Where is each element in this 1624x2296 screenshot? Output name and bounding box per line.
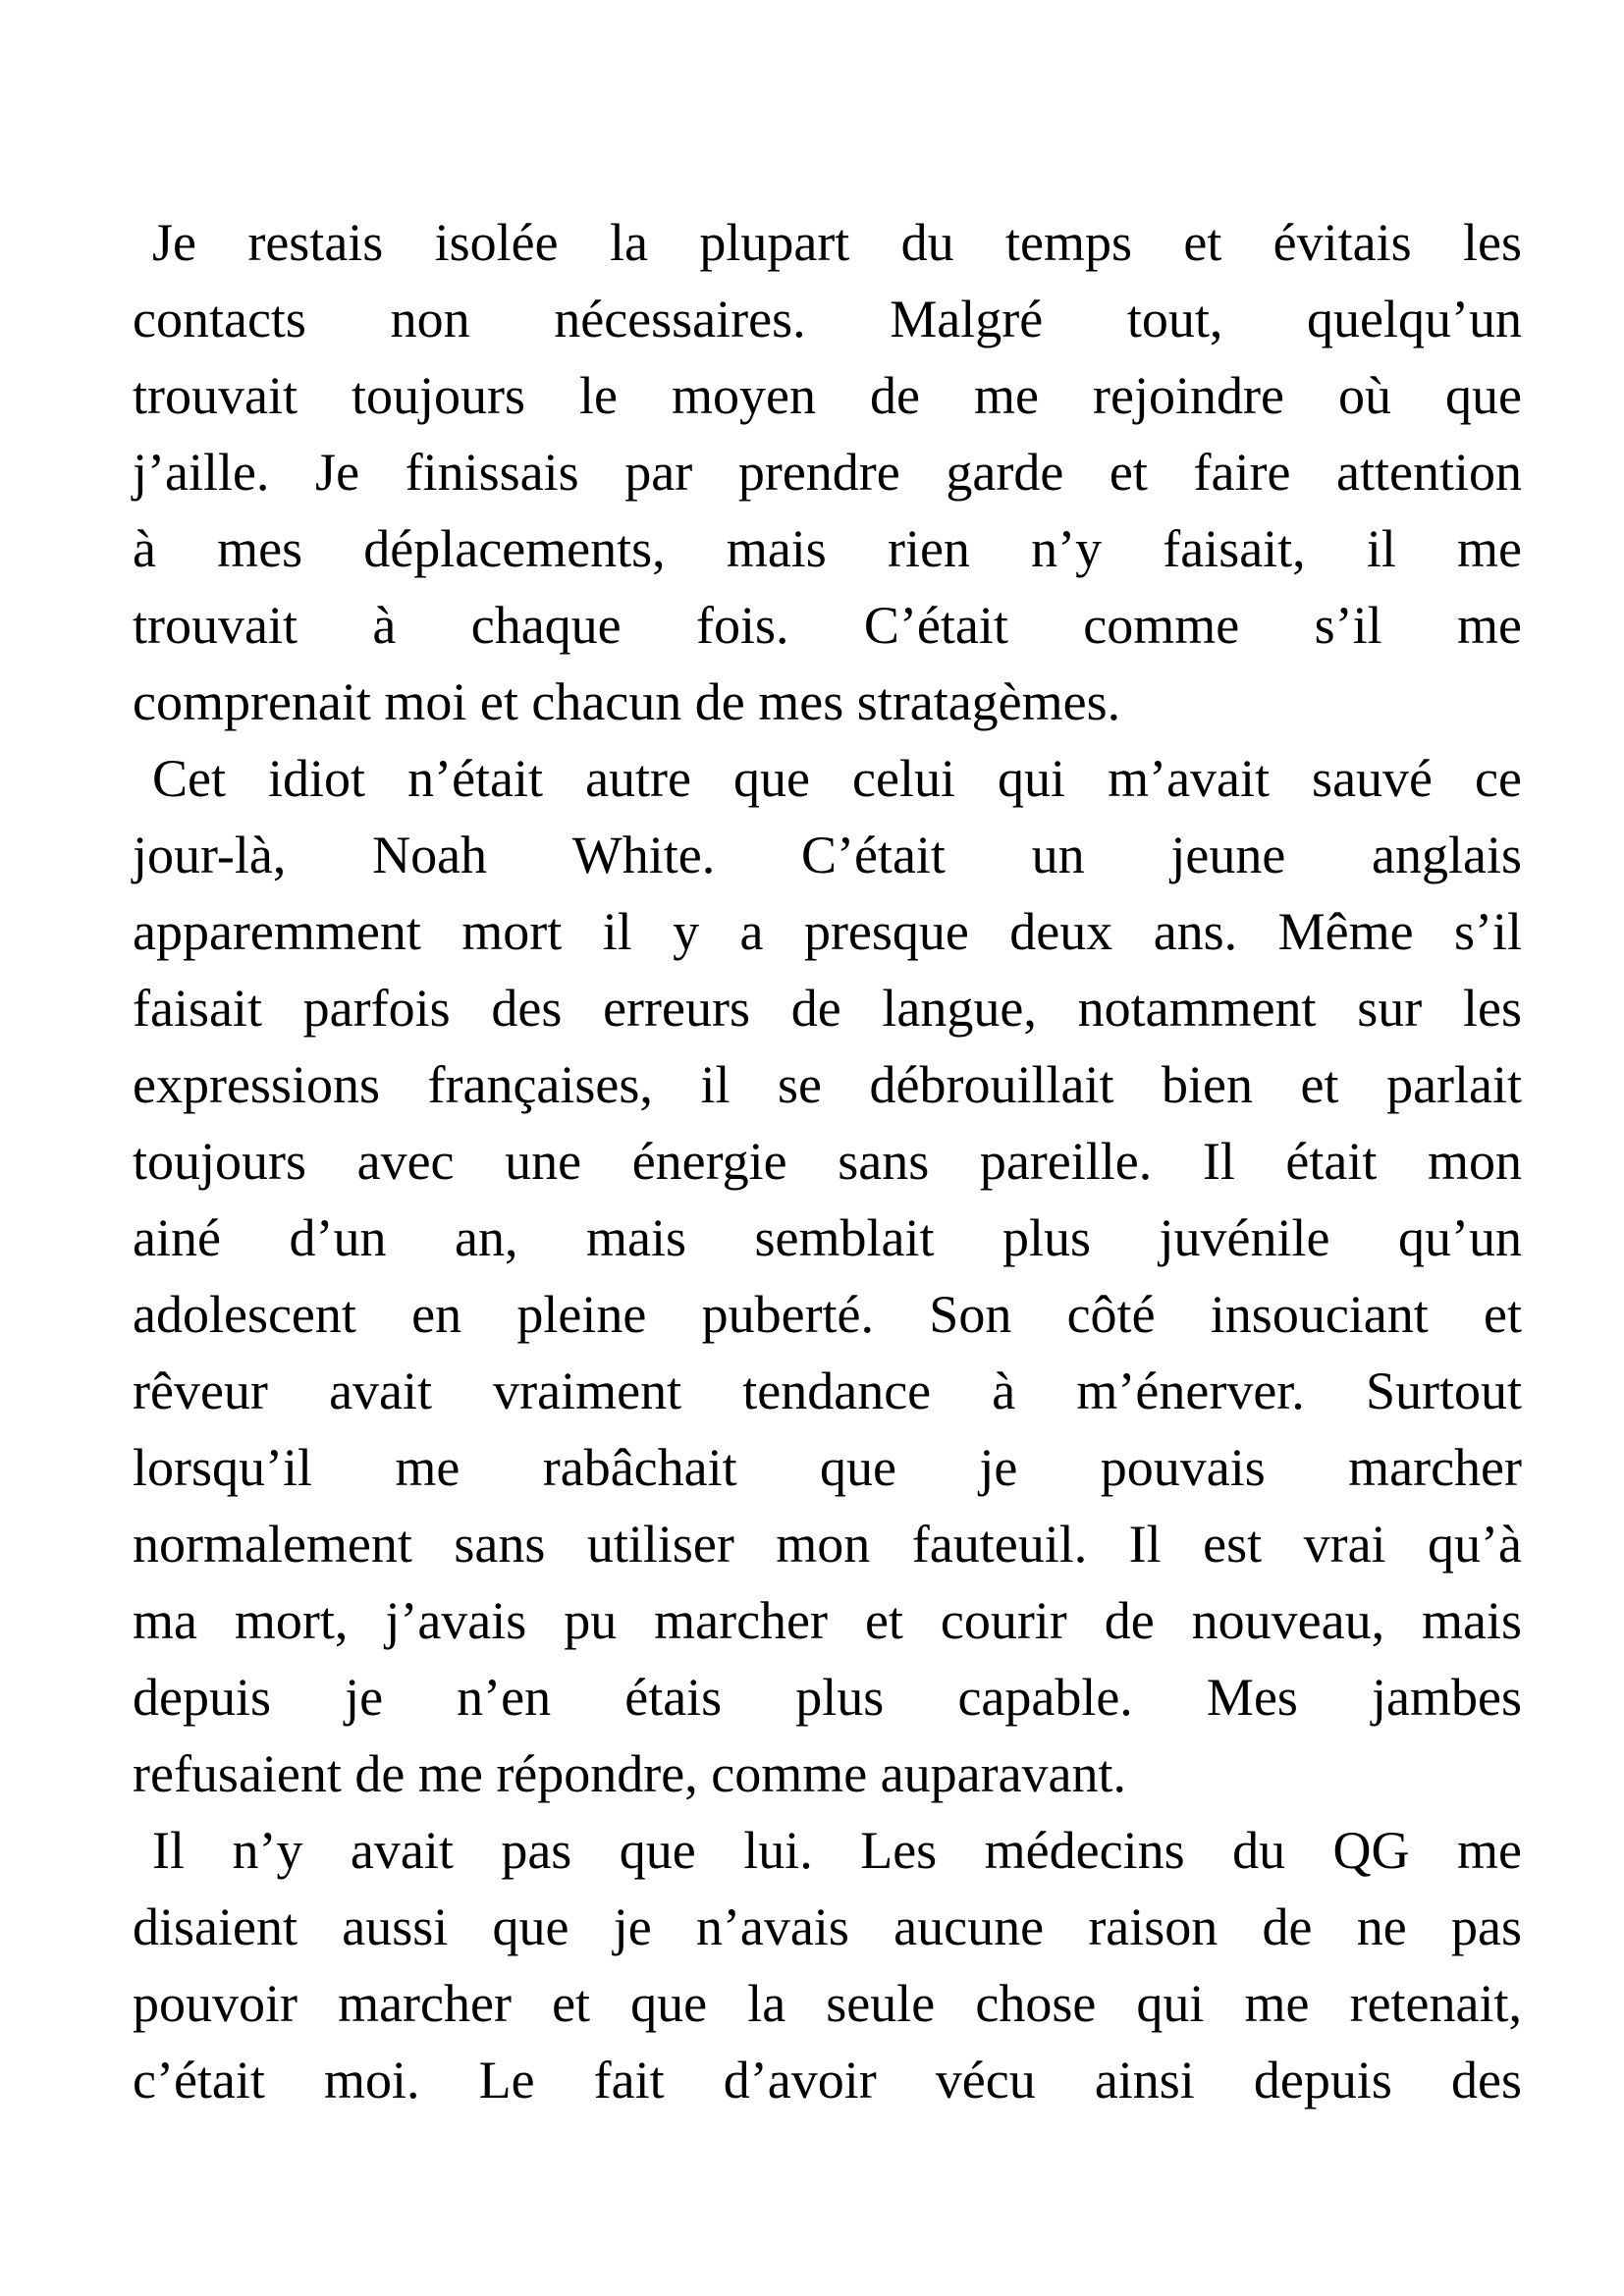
text-line: ainé d’un an, mais semblait plus juvénile qu’un	[133, 1208, 1522, 1267]
text-line: Cet idiot n’était autre que celui qui m’avait sauvé ce	[152, 749, 1522, 808]
text-line: contacts non nécessaires. Malgré tout, quelqu’un	[133, 290, 1522, 348]
text-line: comprenait moi et chacun de mes stratagèmes.	[133, 672, 1121, 731]
text-line: faisait parfois des erreurs de langue, notamment sur les	[133, 979, 1522, 1038]
text-line: lorsqu’il me rabâchait que je pouvais marcher	[133, 1438, 1522, 1497]
paragraph	[133, 204, 1522, 740]
text-line: c’était moi. Le fait d’avoir vécu ainsi depuis des	[133, 2051, 1522, 2109]
text-line: trouvait à chaque fois. C’était comme s’il me	[133, 596, 1522, 655]
text-line: adolescent en pleine puberté. Son côté insouciant et	[133, 1285, 1522, 1344]
text-line: depuis je n’en étais plus capable. Mes jambes	[133, 1668, 1522, 1727]
paragraph	[133, 740, 1522, 1812]
page-text	[133, 204, 1522, 2118]
paragraph	[133, 1812, 1522, 2118]
text-line: normalement sans utiliser mon fauteuil. Il est vrai qu’à	[133, 1515, 1522, 1574]
text-line: disaient aussi que je n’avais aucune raison de ne pas	[133, 1897, 1522, 1956]
text-line: rêveur avait vraiment tendance à m’énerver. Surtout	[133, 1362, 1522, 1420]
text-line: pouvoir marcher et que la seule chose qui me retenait,	[133, 1974, 1522, 2033]
text-line: expressions françaises, il se débrouillait bien et parlait	[133, 1055, 1522, 1114]
text-line: Il n’y avait pas que lui. Les médecins du QG me	[152, 1821, 1522, 1880]
text-line: trouvait toujours le moyen de me rejoindre où que	[133, 366, 1522, 425]
text-line: j’aille. Je finissais par prendre garde et faire attention	[133, 443, 1522, 502]
text-line: jour-là, Noah White. C’était un jeune anglais	[133, 826, 1522, 884]
text-line: apparemment mort il y a presque deux ans. Même s’il	[133, 902, 1522, 961]
text-line: Je restais isolée la plupart du temps et évitais les	[152, 213, 1522, 272]
text-line: toujours avec une énergie sans pareille. Il était mon	[133, 1132, 1522, 1191]
text-line: refusaient de me répondre, comme auparavant.	[133, 1744, 1127, 1803]
text-line: à mes déplacements, mais rien n’y faisait, il me	[133, 519, 1522, 578]
text-line: ma mort, j’avais pu marcher et courir de nouveau, mais	[133, 1591, 1522, 1650]
